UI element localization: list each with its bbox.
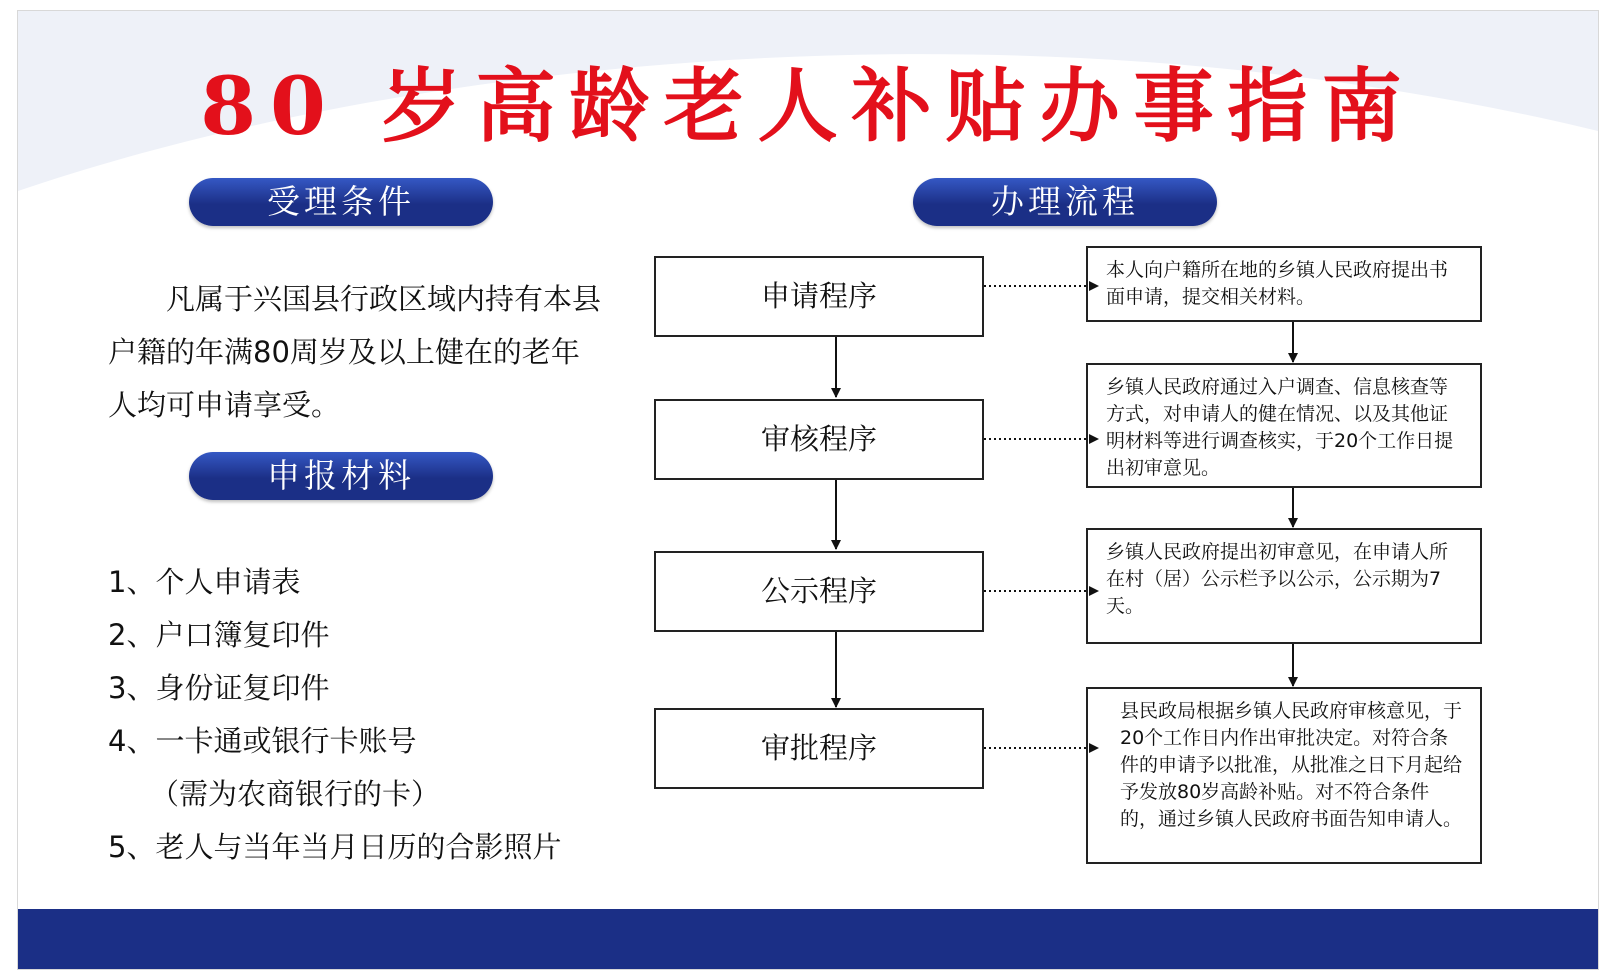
step-publicize-desc: 乡镇人民政府提出初审意见，在申请人所在村（居）公示栏予以公示，公示期为7天。: [1086, 528, 1482, 644]
step-apply: 申请程序: [654, 256, 984, 337]
step-review-desc: 乡镇人民政府通过入户调查、信息核查等方式，对申请人的健在情况、以及其他证明材料等进行调查核实，于20个工作日提出初审意见。: [1086, 363, 1482, 488]
materials-item-2: 2、户口簿复印件: [108, 618, 330, 652]
guide-board: [17, 10, 1599, 970]
step-approve: 审批程序: [654, 708, 984, 789]
materials-header: 申报材料: [189, 452, 493, 500]
conditions-header: 受理条件: [189, 178, 493, 226]
materials-item-3: 3、身份证复印件: [108, 671, 330, 705]
step-publicize: 公示程序: [654, 551, 984, 632]
materials-item-4: 4、一卡通或银行卡账号: [108, 724, 417, 758]
materials-item-1: 1、个人申请表: [108, 565, 301, 599]
materials-item-5: 5、老人与当年当月日历的合影照片: [108, 830, 562, 864]
step-review: 审核程序: [654, 399, 984, 480]
step-apply-desc: 本人向户籍所在地的乡镇人民政府提出书面申请，提交相关材料。: [1086, 246, 1482, 322]
footer-band: [18, 909, 1598, 969]
conditions-text: 凡属于兴国县行政区域内持有本县户籍的年满80周岁及以上健在的老年人均可申请享受。: [108, 282, 602, 422]
materials-item-4-note: （需为农商银行的卡）: [150, 777, 441, 811]
page-title: 80 岁高龄老人补贴办事指南: [200, 59, 1416, 153]
process-header: 办理流程: [913, 178, 1217, 226]
step-approve-desc: 县民政局根据乡镇人民政府审核意见，于20个工作日内作出审批决定。对符合条件的申请予以批准，从批准之日下月起给予发放80岁高龄补贴。对不符合条件的，通过乡镇人民政府书面告知申请人。: [1086, 687, 1482, 864]
